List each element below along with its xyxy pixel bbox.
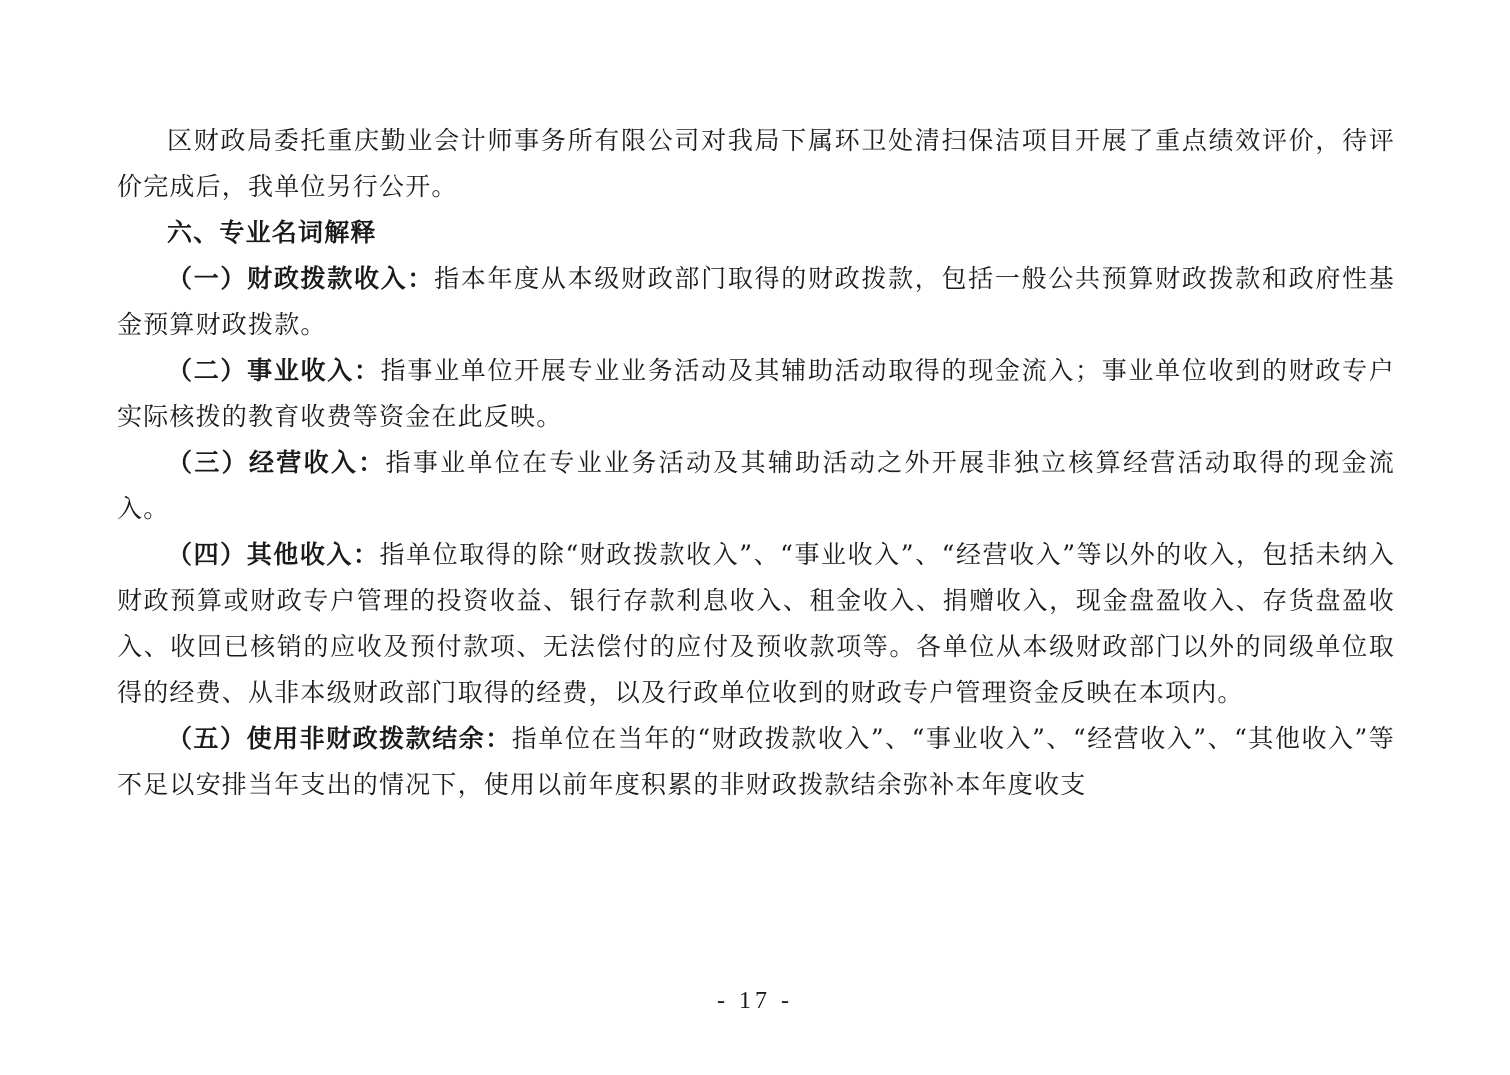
definition-term: （五）使用非财政拨款结余： (167, 724, 512, 753)
definition-term: （三）经营收入： (167, 448, 386, 477)
definition-paragraph (117, 256, 1395, 348)
definition-paragraph (117, 716, 1395, 808)
definition-text: 指本年度从本级财政部门取得的财政拨款，包括一般公共预算财政拨款和政府性基金预算财政拨款。 (117, 264, 1395, 339)
definition-term: （一）财政拨款收入： (167, 264, 435, 293)
definition-paragraph (117, 440, 1395, 532)
definition-term: （四）其他收入： (167, 540, 380, 569)
page-number: - 17 - (717, 988, 793, 1014)
definition-text: 指事业单位在专业业务活动及其辅助活动之外开展非独立核算经营活动取得的现金流入。 (117, 448, 1395, 523)
definition-paragraph (117, 532, 1395, 716)
document-body (117, 118, 1395, 808)
definition-term: （二）事业收入： (167, 356, 381, 385)
definition-paragraph (117, 348, 1395, 440)
definition-text: 指单位在当年的“财政拨款收入”、“事业收入”、“经营收入”、“其他收入”等不足以安排当年支出的情况下，使用以前年度积累的非财政拨款结余弥补本年度收支 (117, 724, 1395, 799)
definition-text: 指事业单位开展专业业务活动及其辅助活动取得的现金流入；事业单位收到的财政专户实际核拨的教育收费等资金在此反映。 (117, 356, 1395, 431)
section-heading: 六、专业名词解释 (167, 218, 377, 247)
definition-text: 指单位取得的除“财政拨款收入”、“事业收入”、“经营收入”等以外的收入，包括未纳入财政预算或财政专户管理的投资收益、银行存款利息收入、租金收入、捐赠收入，现金盘盈收入、存货盘盈收入、收回已核销的应收及预付款项、无法偿付的应付及预收款项等。各单位从本级财政部门以外的同级单位取得的经费、从非本级财政部门取得的经费，以及行政单位收到的财政专户管理资金反映在本项内。 (117, 540, 1396, 707)
intro-paragraph: 区财政局委托重庆勤业会计师事务所有限公司对我局下属环卫处清扫保洁项目开展了重点绩效评价，待评价完成后，我单位另行公开。 (117, 126, 1395, 201)
